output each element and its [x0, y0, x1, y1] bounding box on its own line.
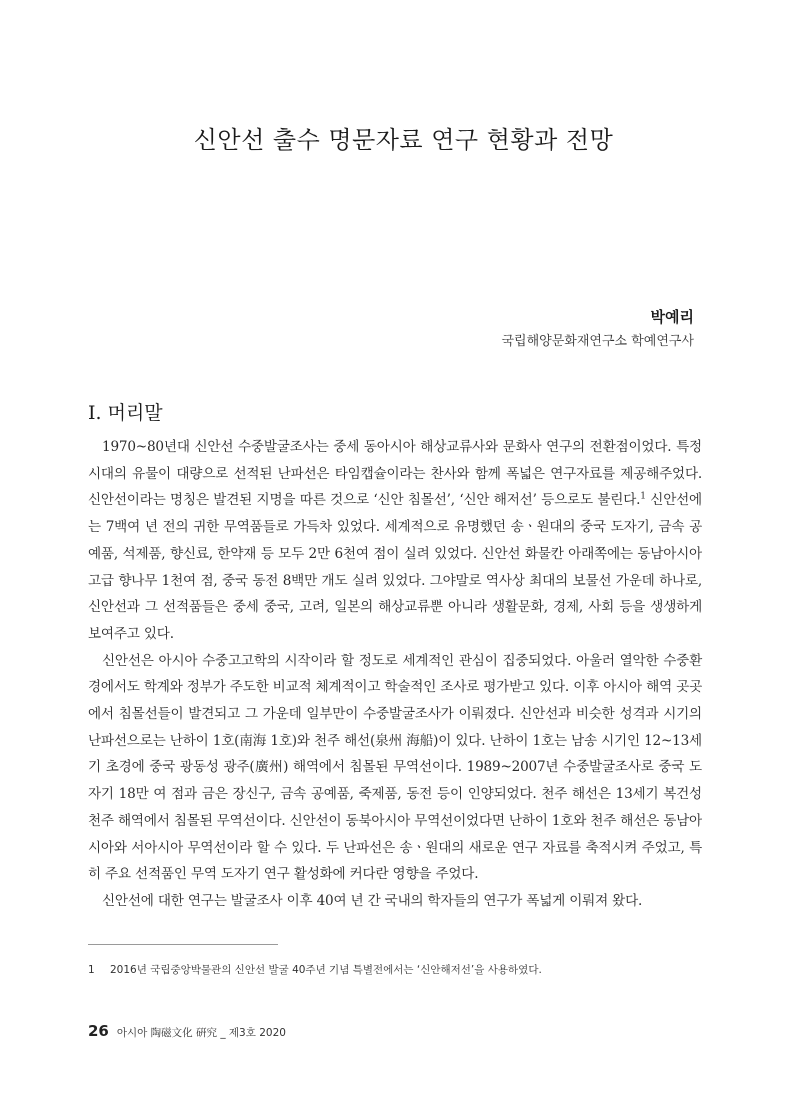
section-heading: Ⅰ. 머리말 — [88, 402, 163, 424]
footnote — [88, 962, 708, 977]
paragraph-2: 신안선은 아시아 수중고고학의 시작이라 할 정도로 세계적인 관심이 집중되었다. 아울러 열악한 수중환경에서도 학계와 정부가 주도한 비교적 체계적이고 학술적인 조사로 평가받고 있다. 이후 아시아 해역 곳곳에서 침몰선들이 발견되고 그 가운데 일부만이 수중발굴조사가 이뤄졌다. 신안선과 비슷한 성격과 시기의 난파선으로는 난하이 1호(南海 1호)와 천주 해선(泉州 海船)이 있다. 난하이 1호는 남송 시기인 12~13세기 초경에 중국 광동성 광주(廣州) 해역에서 침몰된 무역선이다. 1989~2007년 수중발굴조사로 중국 도자기 18만 여 점과 금은 장신구, 금속 공예품, 죽제품, 동전 등이 인양되었다. 천주 해선은 13세기 복건성 천주 해역에서 침몰된 무역선이다. 신안선이 동북아시아 무역선이었다면 난하이 1호와 천주 해선은 동남아시아와 서아시아 무역선이라 할 수 있다. 두 난파선은 송ㆍ원대의 새로운 연구 자료를 축적시켜 주었고, 특히 주요 선적품인 무역 도자기 연구 활성화에 커다란 영향을 주었다. — [88, 652, 702, 883]
page-number: 26 — [88, 1022, 109, 1040]
journal-name: 아시아 陶磁文化 硏究 _ 제3호 2020 — [116, 1027, 286, 1039]
author-affiliation: 국립해양문화재연구소 학예연구사 — [501, 334, 694, 349]
paper-title: 신안선 출수 명문자료 연구 현황과 전망 — [193, 126, 614, 154]
footnote-divider — [88, 944, 278, 945]
footnote-text: 2016년 국립중앙박물관의 신안선 발굴 40주년 기념 특별전에서는 ‘신안해저선’을 사용하였다. — [110, 964, 542, 976]
body-text — [88, 434, 702, 915]
paragraph-3: 신안선에 대한 연구는 발굴조사 이후 40여 년 간 국내의 학자들의 연구가 폭넓게 이뤄져 왔다. — [102, 892, 643, 909]
paragraph-1-part-1: 1970~80년대 신안선 수중발굴조사는 중세 동아시아 해상교류사와 문화사 연구의 전환점이었다. 특정 시대의 유물이 대량으로 선적된 난파선은 타임캡슐이라는 찬사와 함께 폭넓은 연구자료를 제공해주었다. 신안선이라는 명칭은 발견된 지명을 따른 것으로 ‘신안 침몰선’, ‘신안 해저선’ 등으로도 불린다. — [88, 439, 702, 509]
page-footer — [88, 1022, 286, 1040]
author-name: 박예리 — [650, 308, 694, 326]
footnote-reference[interactable]: 1 — [640, 491, 646, 502]
paragraph-1 — [88, 434, 702, 648]
footnote-mark: 1 — [88, 964, 95, 976]
paragraph-1-part-2: 신안선에는 7백여 년 전의 귀한 무역품들로 가득차 있었다. 세계적으로 유명했던 송ㆍ원대의 중국 도자기, 금속 공예품, 석제품, 향신료, 한약재 등 모두 2만 6천여 점이 실려 있었다. 신안선 화물칸 아래쪽에는 동남아시아 고급 향나무 1천여 점, 중국 동전 8백만 개도 실려 있었다. 그야말로 역사상 최대의 보물선 가운데 하나로, 신안선과 그 선적품들은 중세 중국, 고려, 일본의 해상교류뿐 아니라 생활문화, 경제, 사회 등을 생생하게 보여주고 있다. — [88, 492, 702, 642]
